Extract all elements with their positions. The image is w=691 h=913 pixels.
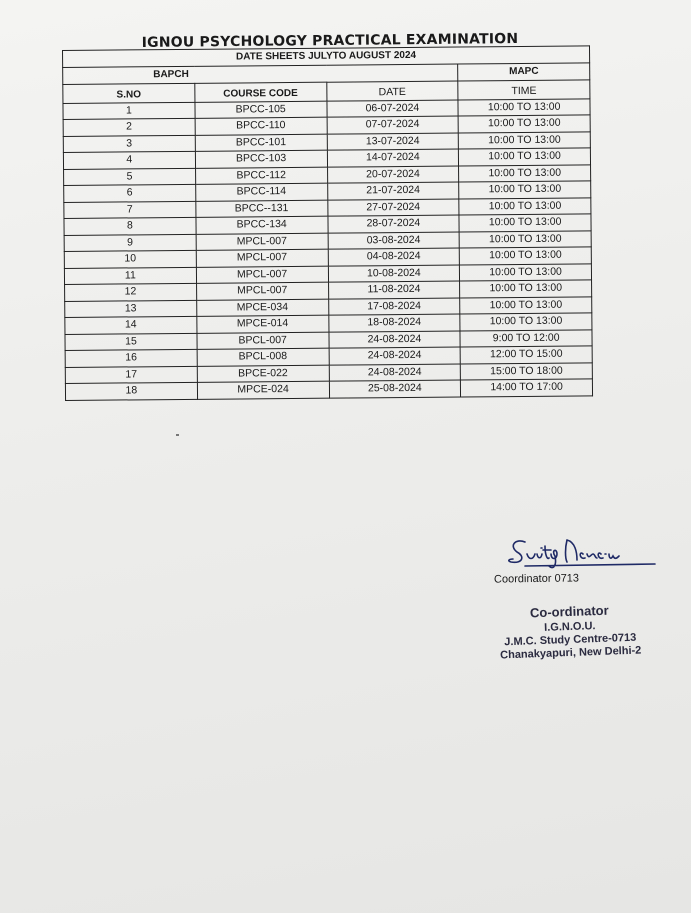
cell-course-code: MPCE-024 <box>197 381 329 399</box>
cell-sno: 15 <box>65 333 197 351</box>
schedule-table-wrap <box>62 45 593 400</box>
cell-course-code: BPCC--131 <box>196 200 328 218</box>
coordinator-stamp <box>469 601 671 663</box>
cell-course-code: MPCL-007 <box>196 249 328 267</box>
cell-time: 10:00 TO 13:00 <box>459 164 591 182</box>
cell-time: 10:00 TO 13:00 <box>459 214 591 232</box>
stamp-line-4: Chanakyapuri, New Delhi-2 <box>499 644 642 662</box>
cell-time: 10:00 TO 13:00 <box>460 263 592 281</box>
stray-mark <box>176 434 179 436</box>
schedule-table <box>62 45 593 400</box>
cell-date: 27-07-2024 <box>327 199 459 217</box>
cell-sno: 6 <box>64 184 196 202</box>
cell-time: 10:00 TO 13:00 <box>460 313 592 331</box>
cell-date: 24-08-2024 <box>329 364 461 382</box>
header-time: TIME <box>458 79 590 99</box>
cell-course-code: BPCL-007 <box>197 332 329 350</box>
cell-course-code: BPCC-134 <box>196 216 328 234</box>
cell-date: 24-08-2024 <box>328 331 460 349</box>
cell-time: 10:00 TO 13:00 <box>459 197 591 215</box>
cell-date: 21-07-2024 <box>327 182 459 200</box>
cell-sno: 14 <box>65 316 197 334</box>
cell-time: 10:00 TO 13:00 <box>459 181 591 199</box>
cell-sno: 17 <box>65 366 197 384</box>
cell-date: 03-08-2024 <box>328 232 460 250</box>
cell-time: 10:00 TO 13:00 <box>458 98 590 116</box>
cell-date: 17-08-2024 <box>328 298 460 316</box>
cell-course-code: MPCL-007 <box>196 233 328 251</box>
coordinator-caption: Coordinator 0713 <box>493 572 580 586</box>
cell-sno: 8 <box>64 217 196 235</box>
cell-time: 10:00 TO 13:00 <box>460 280 592 298</box>
cell-time: 14:00 TO 17:00 <box>461 379 593 397</box>
stamp-line-2: I.G.N.O.U. <box>543 620 596 634</box>
cell-course-code: MPCL-007 <box>196 282 328 300</box>
document-title: IGNOU PSYCHOLOGY PRACTICAL EXAMINATION <box>141 31 519 51</box>
cell-time: 10:00 TO 13:00 <box>458 131 590 149</box>
cell-time: 9:00 TO 12:00 <box>460 329 592 347</box>
cell-sno: 11 <box>64 267 196 285</box>
cell-sno: 2 <box>63 118 195 136</box>
cell-course-code: BPCC-101 <box>195 134 327 152</box>
cell-time: 10:00 TO 13:00 <box>459 148 591 166</box>
cell-course-code: BPCC-105 <box>195 101 327 119</box>
cell-sno: 5 <box>64 168 196 186</box>
cell-course-code: MPCE-034 <box>196 299 328 317</box>
cell-date: 18-08-2024 <box>328 314 460 332</box>
cell-time: 10:00 TO 13:00 <box>459 247 591 265</box>
cell-date: 10-08-2024 <box>328 265 460 283</box>
stamp-line-3: J.M.C. Study Centre-0713 <box>504 631 637 649</box>
cell-date: 06-07-2024 <box>326 100 458 118</box>
date-sheet-subtitle: DATE SHEETS JULYTO AUGUST 2024 <box>63 46 590 67</box>
cell-sno: 18 <box>65 382 197 400</box>
cell-time: 10:00 TO 13:00 <box>459 230 591 248</box>
cell-course-code: MPCL-007 <box>196 266 328 284</box>
cell-sno: 4 <box>63 151 195 169</box>
cell-sno: 1 <box>63 102 195 120</box>
cell-course-code: BPCE-022 <box>197 365 329 383</box>
cell-date: 07-07-2024 <box>327 116 459 134</box>
cell-date: 25-08-2024 <box>329 380 461 398</box>
cell-course-code: BPCC-103 <box>195 150 327 168</box>
cell-date: 11-08-2024 <box>328 281 460 299</box>
cell-date: 20-07-2024 <box>327 166 459 184</box>
cell-sno: 9 <box>64 234 196 252</box>
cell-date: 04-08-2024 <box>328 248 460 266</box>
programme-mapc: MAPC <box>458 62 590 80</box>
cell-course-code: BPCC-110 <box>195 117 327 135</box>
cell-time: 15:00 TO 18:00 <box>461 362 593 380</box>
header-course-code: COURSE CODE <box>195 82 327 102</box>
cell-date: 14-07-2024 <box>327 149 459 167</box>
cell-time: 10:00 TO 13:00 <box>460 296 592 314</box>
cell-sno: 12 <box>65 283 197 301</box>
header-sno: S.NO <box>63 83 195 103</box>
cell-sno: 13 <box>65 300 197 318</box>
signature-image <box>505 532 665 570</box>
cell-course-code: BPCL-008 <box>197 348 329 366</box>
cell-date: 24-08-2024 <box>329 347 461 365</box>
cell-date: 28-07-2024 <box>327 215 459 233</box>
stamp-line-1: Co-ordinator <box>529 602 609 621</box>
cell-course-code: BPCC-112 <box>195 167 327 185</box>
cell-sno: 16 <box>65 349 197 367</box>
cell-course-code: BPCC-114 <box>195 183 327 201</box>
cell-sno: 10 <box>64 250 196 268</box>
cell-sno: 3 <box>63 135 195 153</box>
cell-time: 12:00 TO 15:00 <box>460 346 592 364</box>
cell-course-code: MPCE-014 <box>197 315 329 333</box>
table-row <box>65 379 592 400</box>
cell-time: 10:00 TO 13:00 <box>458 115 590 133</box>
header-date: DATE <box>326 81 458 101</box>
cell-date: 13-07-2024 <box>327 133 459 151</box>
programme-bapch: BAPCH <box>63 64 458 84</box>
cell-sno: 7 <box>64 201 196 219</box>
